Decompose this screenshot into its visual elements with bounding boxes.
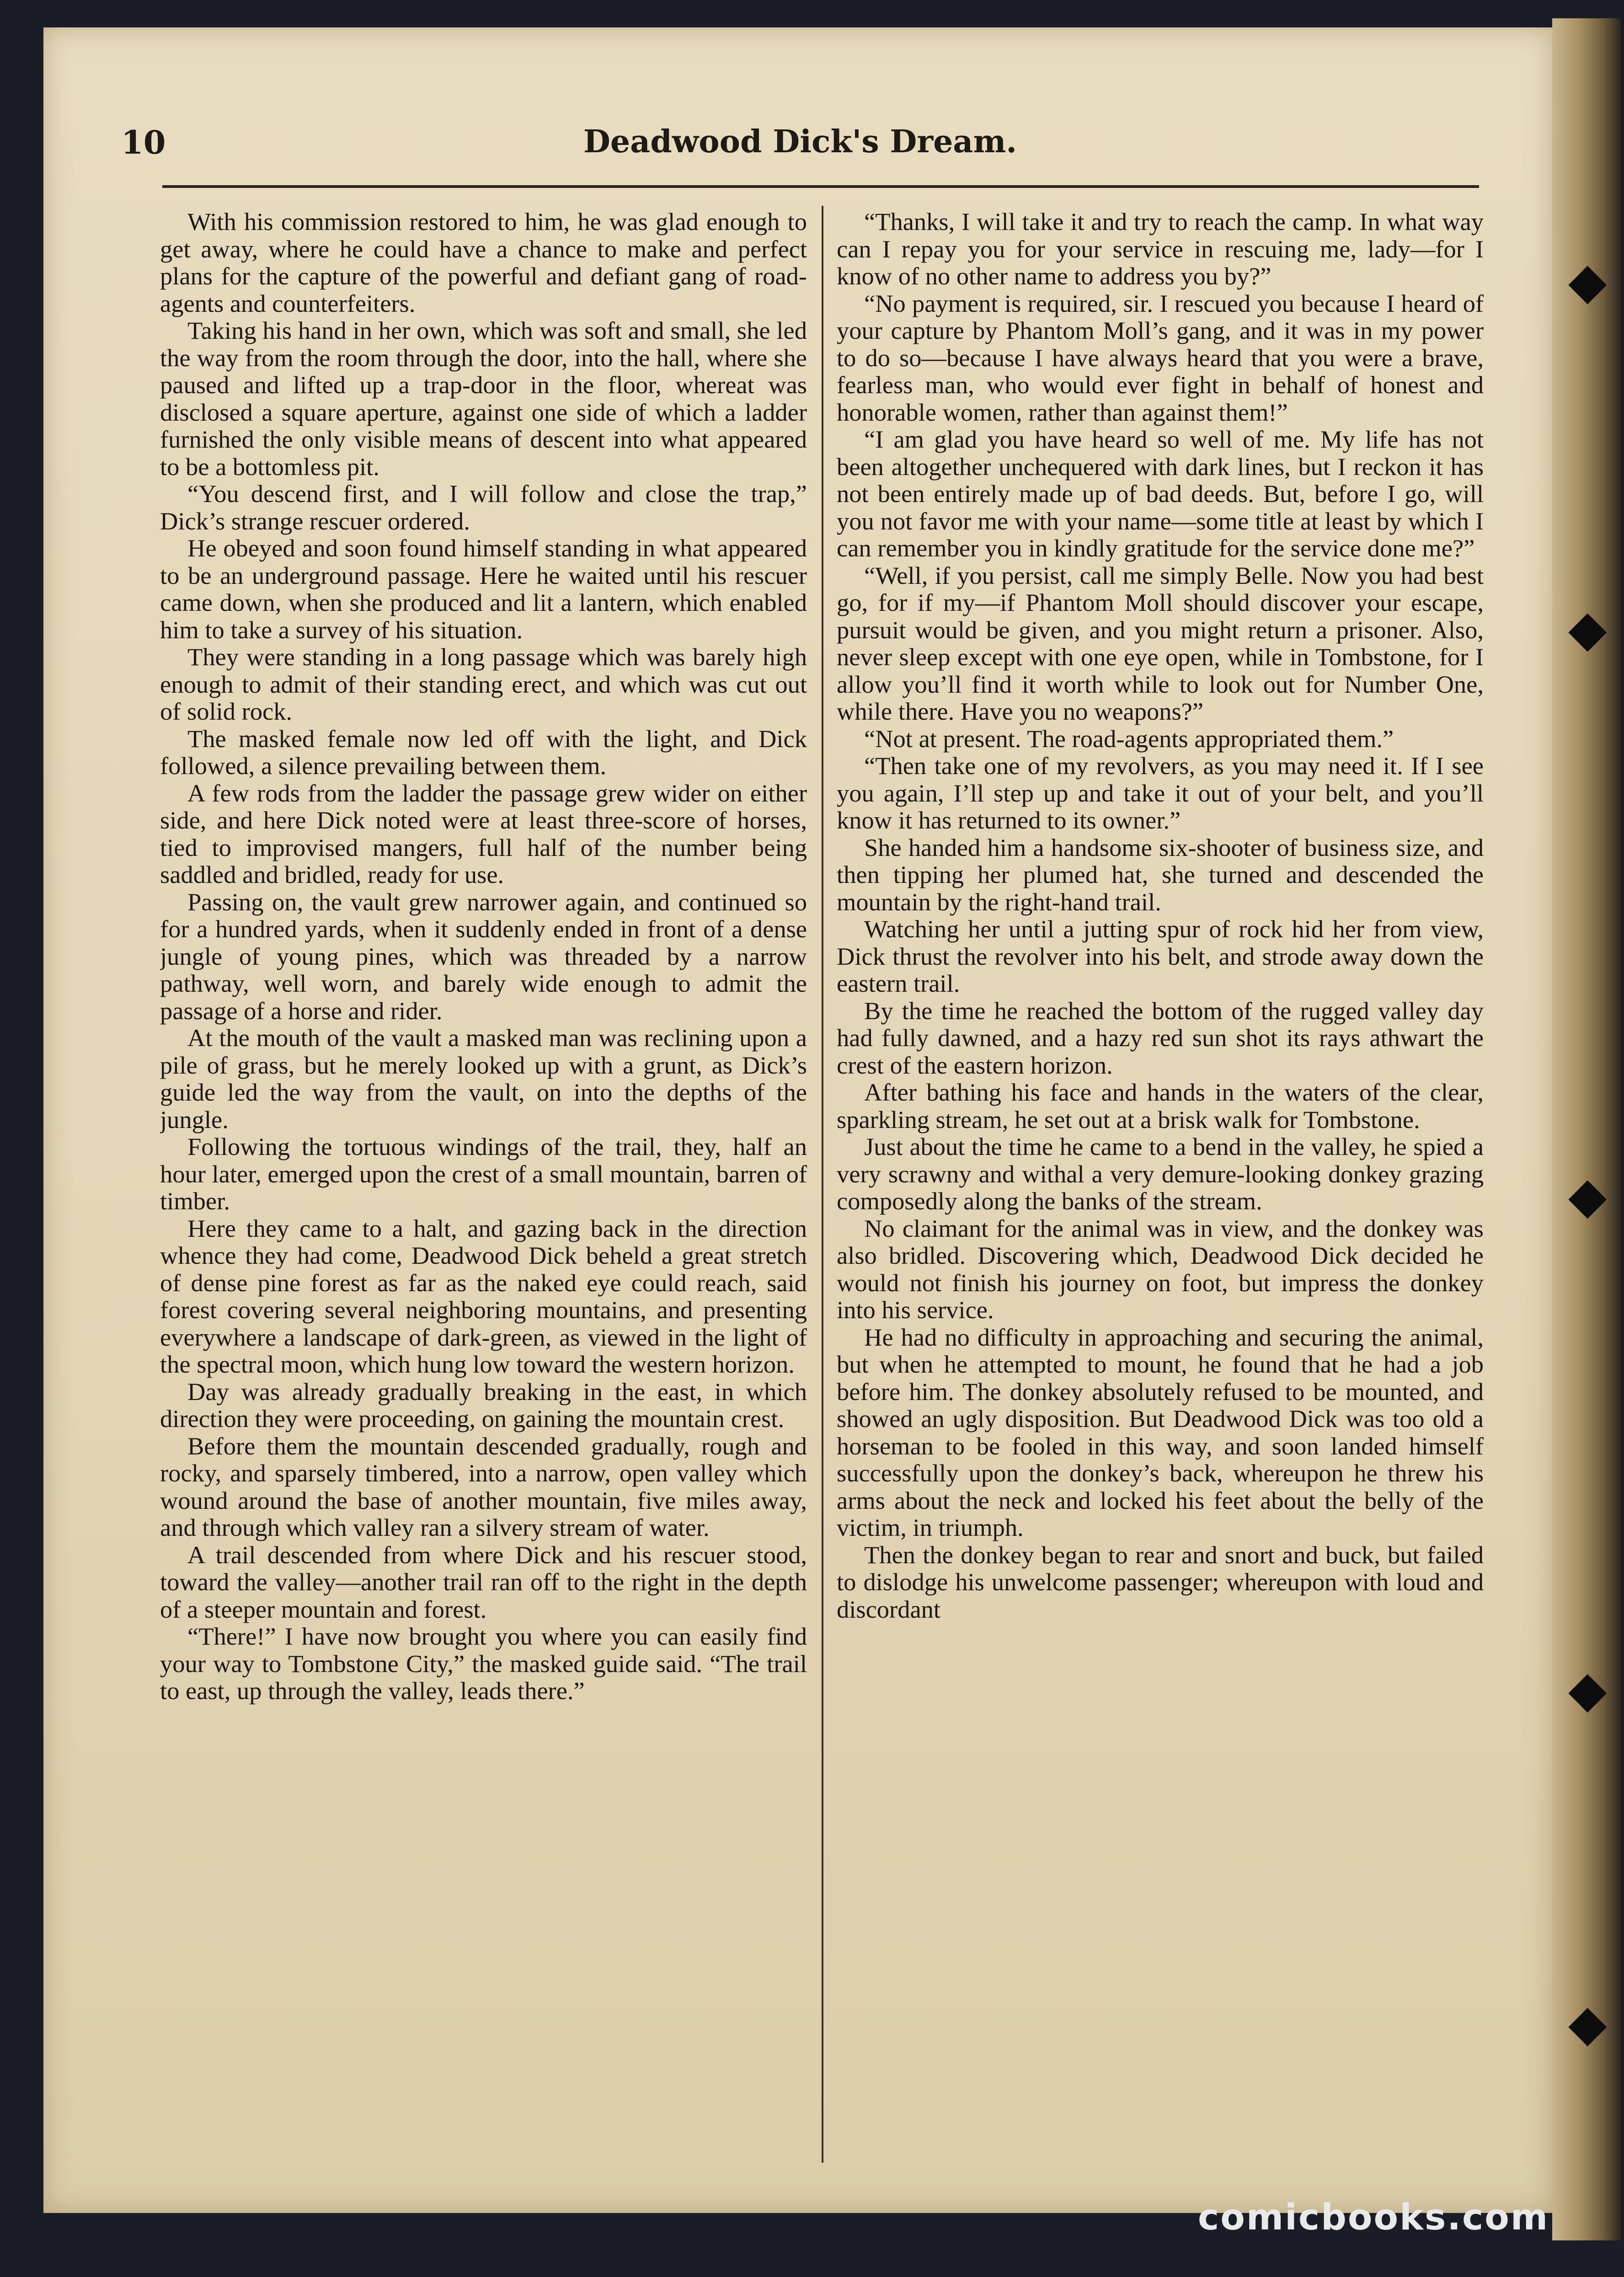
- paragraph: Passing on, the vault grew narrower again, and continued so for a hundred yards, when it suddenly ended in front of a dense jungle of young pines, which was threaded by a narrow pathway, well worn, and barely wide enough to admit the passage of a horse and rider.: [160, 887, 807, 1025]
- paragraph: A few rods from the ladder the passage grew wider on either side, and here Dick noted were at least three-score of horses, tied to improvised mangers, full half of the number being saddled and bridled, ready for use.: [160, 779, 807, 888]
- watermark-text: comicbooks.com: [1198, 2197, 1549, 2238]
- paragraph: After bathing his face and hands in the waters of the clear, sparkling stream, he set out at a brisk walk for Tombstone.: [837, 1078, 1484, 1133]
- paragraph: Following the tortuous windings of the trail, they, half an hour later, emerged upon the crest of a small mountain, barren of timber.: [160, 1133, 807, 1215]
- staple-pin-icon: ◆: [1568, 1168, 1607, 1224]
- staple-pin-icon: ◆: [1568, 1662, 1607, 1717]
- paragraph: Day was already gradually breaking in the east, in which direction they were proceeding, on gaining the mountain crest.: [160, 1377, 807, 1432]
- paragraph: A trail descended from where Dick and his rescuer stood, toward the valley—another trail ran off to the right in the depth of a steeper mountain and forest.: [160, 1540, 807, 1623]
- paragraph: They were standing in a long passage which was barely high enough to admit of their standing erect, and which was cut out of solid rock.: [160, 643, 807, 725]
- running-title: Deadwood Dick's Dream.: [583, 123, 1017, 160]
- staple-pin-icon: ◆: [1568, 1995, 1607, 2051]
- left-column: [160, 208, 807, 2165]
- paragraph: With his commission restored to him, he was glad enough to get away, where he could have a chance to make and perfect plans for the capture of the powerful and defiant gang of road-agents and counterfeiters.: [160, 208, 807, 317]
- page-number: 10: [121, 123, 166, 161]
- header-rule: [162, 185, 1479, 188]
- paragraph: No claimant for the animal was in view, and the donkey was also bridled. Discovering which, Deadwood Dick decided he would not finish his journey on foot, but impress the donkey into his service.: [837, 1214, 1484, 1324]
- paragraph: At the mouth of the vault a masked man was reclining upon a pile of grass, but he merely looked up with a grunt, as Dick’s guide led the way from the vault, on into the depths of the jungle.: [160, 1024, 807, 1133]
- staple-pin-icon: ◆: [1568, 601, 1607, 657]
- paragraph: “You descend first, and I will follow and close the trap,” Dick’s strange rescuer ordered.: [160, 480, 807, 535]
- paragraph: Watching her until a jutting spur of rock hid her from view, Dick thrust the revolver into his belt, and strode away down the eastern trail.: [837, 915, 1484, 997]
- paragraph: Then the donkey began to rear and snort and buck, but failed to dislodge his unwelcome passenger; whereupon with loud and discordant: [837, 1540, 1484, 1623]
- page-header: [121, 123, 1479, 174]
- column-divider: [822, 206, 823, 2163]
- paragraph: Before them the mountain descended gradually, rough and rocky, and sparsely timbered, into a narrow, open valley which wound around the base of another mountain, five miles away, and through which valley ran a silvery stream of water.: [160, 1432, 807, 1541]
- paragraph: “Thanks, I will take it and try to reach the camp. In what way can I repay you for your service in rescuing me, lady—for I know of no other name to address you by?”: [837, 208, 1484, 290]
- book-spine: [1552, 18, 1621, 2240]
- paragraph: He obeyed and soon found himself standing in what appeared to be an underground passage. Here he waited until his rescuer came down, when she produced and lit a lantern, which enabled him to take a survey of his situation.: [160, 534, 807, 644]
- right-column: [837, 208, 1484, 2165]
- paragraph: “Then take one of my revolvers, as you may need it. If I see you again, I’ll step up and take it out of your belt, and you’ll know it has returned to its owner.”: [837, 752, 1484, 834]
- paragraph: “I am glad you have heard so well of me. My life has not been altogether unchequered with dark lines, but I reckon it has not been entirely made up of bad deeds. But, before I go, will you not favor me with your name—some title at least by which I can remember you in kindly gratitude for the service done me?”: [837, 425, 1484, 562]
- paragraph: He had no difficulty in approaching and securing the animal, but when he attempted to mount, he found that he had a job before him. The donkey absolutely refused to be mounted, and showed an ugly disposition. But Deadwood Dick was too old a horseman to be fooled in this way, and soon landed himself successfully upon the donkey’s back, whereupon he threw his arms about the neck and locked his feet about the belly of the victim, in triumph.: [837, 1323, 1484, 1541]
- paragraph: “Not at present. The road-agents appropriated them.”: [864, 724, 1394, 753]
- paragraph: Just about the time he came to a bend in the valley, he spied a very scrawny and withal a very demure-looking donkey grazing composedly along the banks of the stream.: [837, 1133, 1484, 1215]
- staple-pin-icon: ◆: [1568, 253, 1607, 309]
- paragraph: “There!” I have now brought you where you can easily find your way to Tombstone City,” the masked guide said. “The trail to east, up through the valley, leads there.”: [160, 1622, 807, 1705]
- paragraph: “No payment is required, sir. I rescued you because I heard of your capture by Phantom Moll’s gang, and it was in my power to do so—because I have always heard that you were a brave, fearless man, who would ever fight in behalf of honest and honorable women, rather than against them!”: [837, 289, 1484, 426]
- paragraph: Here they came to a halt, and gazing back in the direction whence they had come, Deadwood Dick beheld a great stretch of dense pine forest as far as the naked eye could reach, said forest covering several neighboring mountains, and presenting everywhere a landscape of dark-green, as viewed in the light of the spectral moon, which hung low toward the western horizon.: [160, 1214, 807, 1378]
- paragraph: Taking his hand in her own, which was soft and small, she led the way from the room through the door, into the hall, where she paused and lifted up a trap-door in the floor, whereat was disclosed a square aperture, against one side of which a ladder furnished the only visible means of descent into what appeared to be a bottomless pit.: [160, 316, 807, 481]
- paragraph: She handed him a handsome six-shooter of business size, and then tipping her plumed hat, she turned and descended the mountain by the right-hand trail.: [837, 833, 1484, 916]
- paragraph: The masked female now led off with the light, and Dick followed, a silence prevailing between them.: [160, 724, 807, 780]
- paragraph: “Well, if you persist, call me simply Belle. Now you had best go, for if my—if Phantom Moll should discover your escape, pursuit would be given, and you might return a prisoner. Also, never sleep except with one eye open, while in Tombstone, for I allow you’ll find it worth while to look out for Number One, while there. Have you no weapons?”: [837, 561, 1484, 725]
- paragraph: By the time he reached the bottom of the rugged valley day had fully dawned, and a hazy red sun shot its rays athwart the crest of the eastern horizon.: [837, 996, 1484, 1079]
